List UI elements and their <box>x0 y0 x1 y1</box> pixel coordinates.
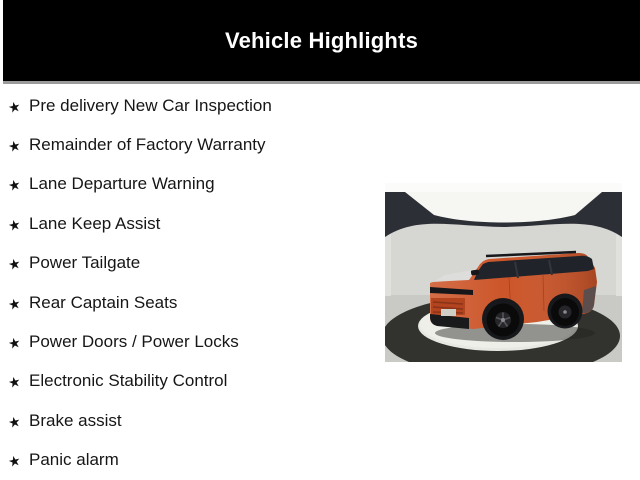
star-icon: ★ <box>6 136 23 156</box>
highlight-text: Lane Keep Assist <box>29 213 161 233</box>
list-item <box>8 125 640 164</box>
vehicle-photo <box>385 183 622 362</box>
list-item <box>8 86 640 125</box>
highlight-text: Pre delivery New Car Inspection <box>29 95 272 115</box>
star-icon: ★ <box>6 254 23 274</box>
list-item <box>8 401 640 440</box>
page-title: Vehicle Highlights <box>224 27 419 53</box>
star-icon: ★ <box>6 215 23 234</box>
highlight-text: Power Tailgate <box>29 253 141 273</box>
highlight-text: Panic alarm <box>29 450 119 470</box>
rear-wheel <box>551 298 579 326</box>
star-icon: ★ <box>6 451 23 471</box>
front-wheel <box>487 304 520 337</box>
star-icon: ★ <box>6 97 23 116</box>
star-icon: ★ <box>6 333 23 353</box>
star-icon: ★ <box>6 412 23 431</box>
highlight-text: Rear Captain Seats <box>29 292 178 312</box>
highlight-text: Brake assist <box>29 410 122 430</box>
star-icon: ★ <box>6 176 23 195</box>
front-plate <box>441 309 456 316</box>
star-icon: ★ <box>6 294 23 313</box>
star-icon: ★ <box>6 373 23 392</box>
highlight-text: Power Doors / Power Locks <box>29 332 239 352</box>
list-item <box>8 441 640 480</box>
highlight-text: Lane Departure Warning <box>29 174 215 194</box>
highlight-text: Electronic Stability Control <box>29 371 228 391</box>
list-item <box>8 362 640 401</box>
highlight-text: Remainder of Factory Warranty <box>29 135 266 155</box>
card-header <box>3 0 640 84</box>
